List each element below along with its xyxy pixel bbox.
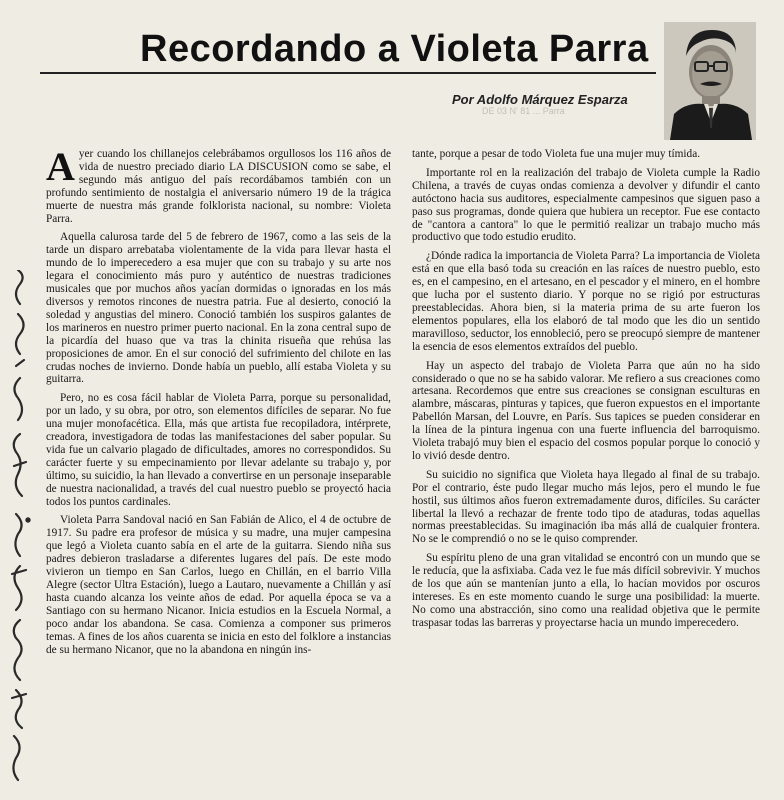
bleed-through-text: DE 03 N' 81 ... Parra bbox=[482, 106, 565, 116]
paragraph: Pero, no es cosa fácil hablar de Violeta Parra, porque su personalidad, por un lado, y su obra, por otro, son elementos difíciles de separar. No fue una mujer monofacética. Ella, más que artista fue recopiladora, intérprete, creadora, investigadora de todas las manifestaciones del saber popular. Su vida fue un calvario plagado de dificultades, amores no correspondidos. Su carácter fuerte y su empecinamiento por llevar adelante su trabajo y, por último, su suicidio, la han llevado a convertirse en un personaje inseparable de nuestra nacionalidad, a través del cual nuestro pueblo se proyectó hacia todos los puntos cardinales. bbox=[46, 392, 391, 508]
paragraph: Aquella calurosa tarde del 5 de febrero de 1967, como a las seis de la tarde un disparo arrebataba violentamente de la vida para llevar hasta el mundo de lo imperecedero a esa mujer que con su trabajo y su arte nos legara el conocimiento más puro y auténtico de nuestras tradiciones musicales que por muchos años yacían dormidas o ignoradas en los más diversos y remotos rincones de nuestra patria. Fue al desierto, conoció la soledad y angustias del minero. Conoció también los suspiros galantes de los marineros en nuestro primer puerto nacional. En la zona central supo de la picardía del huaso que va tras la chinita risueña que rehúsa las proposiciones de amor. En el sur conoció del sufrimiento del chilote en las crudas noches de invierno. Donde había un pueblo, allí estaba Violeta y su guitarra. bbox=[46, 231, 391, 386]
title-rule bbox=[40, 72, 656, 74]
paragraph: Su suicidio no significa que Violeta haya llegado al final de su trabajo. Por el contrario, éste pudo llegar mucho más lejos, pero el mundo le fue hostil, sus últimos años fueron extremadamente duros, difíciles. Su carácter libertal la llevó a rechazar de frente todo tipo de ataduras, todas aquellas normas preestablecidas. Su imaginación iba más allá de cualquier frontera. No se le comprendió o no se le quiso comprender. bbox=[412, 468, 760, 546]
byline: Por Adolfo Márquez Esparza bbox=[452, 92, 628, 107]
paragraph: Ayer cuando los chillanejos celebrábamos orgullosos los 116 años de vida de nuestro preciado diario LA DISCUSION como se sabe, el segundo más antiguo del país recordábamos también con un profundo sentimiento de nostalgia el aniversario número 19 de la trágica muerte de nuestra más grande folklorista nacional, su nombre: Violeta Parra. bbox=[46, 148, 391, 225]
article-title: Recordando a Violeta Parra bbox=[140, 28, 649, 70]
paragraph: ¿Dónde radica la importancia de Violeta Parra? La importancia de Violeta está en que ella basó toda su creación en las raíces de nuestro pueblo, esto es, en el campesino, en el artesano, en el pescador y el minero, en el hombre que lucha por el sustento diario. Y porque no se rigió por estructuras preestablecidas. Ahora bien, si la materia prima de su arte fueron los elementos populares, ella los elaboró de tal modo que les dio un sentido maravilloso, seductor, los ennobleció, pero se preocupó siempre de mantener la esencia de esos elementos extraídos del pueblo. bbox=[412, 250, 760, 353]
paragraph: Importante rol en la realización del trabajo de Violeta cumple la Radio Chilena, a través de cuyas ondas comienza a devolver y difundir el canto autóctono hacia sus auditores, especialmente campesinos que siguen paso a paso sus programas, donde quiera que hubiera un receptor. Fue ese contacto de "cantora a cantora" lo que le permitió realizar un trabajo mucho más productivo que todo estudio erudito. bbox=[412, 166, 760, 244]
paragraph: Su espíritu pleno de una gran vitalidad se encontró con un mundo que se le reducía, que la asfixiaba. Cada vez le fue más difícil sobrevivir. Y muchos de los que aún se mantenían junto a ella, lo hacían movidos por oscuros intereses. Es en este momento cuando le surge una posibilidad: la muerte. No como una abstracción, sino como una realidad objetiva que le permite traspasar todas las barreras y proyectarse hacia un mundo imperecedero. bbox=[412, 552, 760, 629]
author-portrait bbox=[664, 22, 756, 140]
paragraph: Hay un aspecto del trabajo de Violeta Parra que aún no ha sido considerado o que no se ha sabido valorar. Me refiero a sus creaciones como artesana. Recordemos que entre sus creaciones se consignan esculturas en alambre, máscaras, pinturas y tapices, que fueron expuestos en el importante Pabellón Marsan, del Louvre, en París. Sus tapices se pueden considerar en la línea de la pintura ingenua con una fuerte influencia del barroquismo. Violeta trabajó muy bien el espacio del cosmos popular porque lo conoció y lo vivió desde dentro. bbox=[412, 359, 760, 462]
handwritten-annotation bbox=[0, 270, 40, 790]
paragraph: tante, porque a pesar de todo Violeta fue una mujer muy tímida. bbox=[412, 148, 701, 160]
drop-cap: A bbox=[46, 148, 75, 189]
article-column-left bbox=[46, 148, 391, 790]
paragraph: Violeta Parra Sandoval nació en San Fabián de Alico, el 4 de octubre de 1917. Su padre era profesor de música y su madre, una mujer campesina que legó a Violeta cuanto sabía en el arte de la guitarra. Siendo niña sus padres debieron trasladarse a diferentes lugares del país. De este modo vivieron un tiempo en San Carlos, luego en Chillán, en el barrio Villa Alegre (sector Ultra Estación), luego a Lautaro, nuevamente a Chillán y así hasta cuando alcanza los veinte años de edad. Por aquella época se va a Santiago con su hermano Nicanor. Inicia estudios en la Escuela Normal, a poco andar los abandona. Se casa. Comienza a componer sus primeros temas. A fines de los años cuarenta se inicia en esto del folklore a instancias de su hermano Nicanor, que no la abandona en ningún ins- bbox=[46, 514, 391, 656]
article-column-right bbox=[412, 148, 760, 790]
